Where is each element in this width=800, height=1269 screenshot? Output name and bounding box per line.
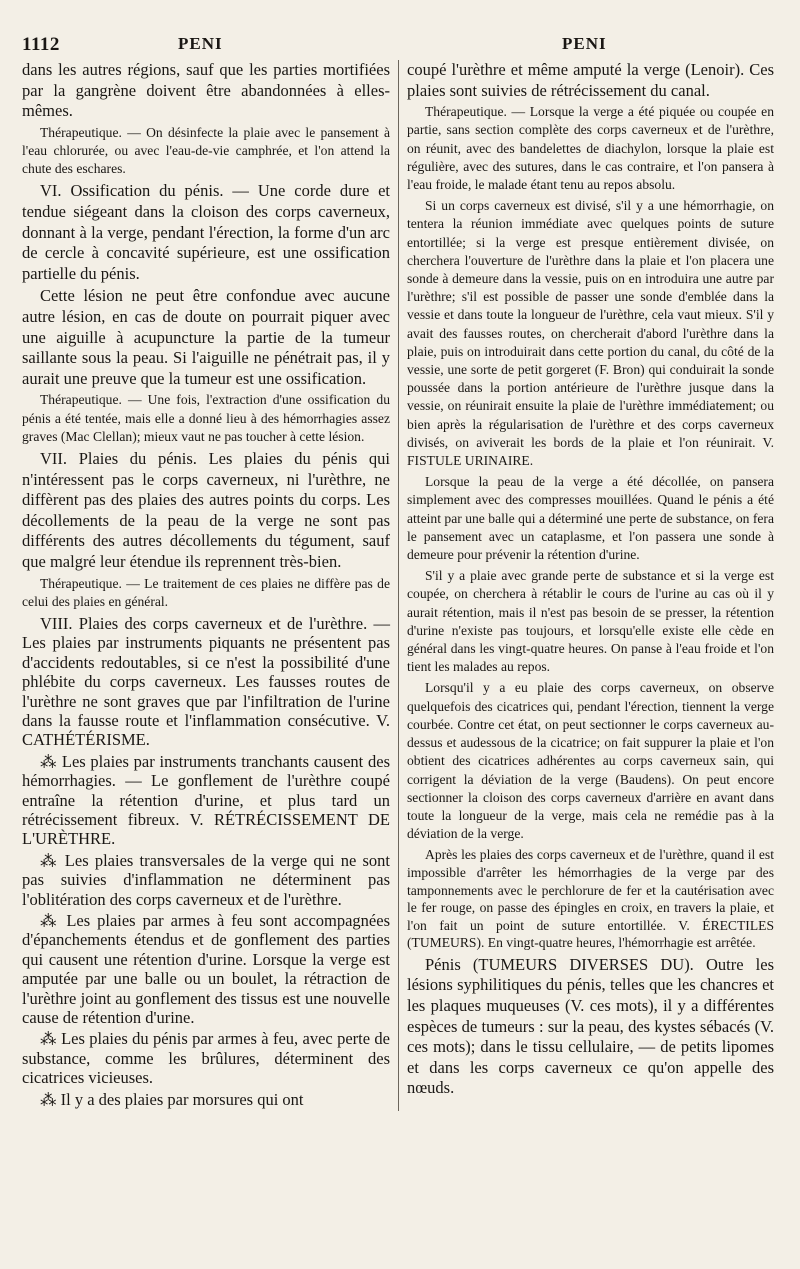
paragraph: Thérapeutique. — On désinfecte la plaie avec le pansement à l'eau chlorurée, ou avec l'eau-de-vie camphrée, et l'on attend la chute des eschares. bbox=[22, 124, 390, 177]
text-columns bbox=[22, 60, 774, 1111]
right-column bbox=[398, 60, 774, 1111]
paragraph: ⁂ Les plaies transversales de la verge qui ne sont pas suivies d'inflammation ne déterminent pas l'oblitération des corps caverneux et de l'urèthre. bbox=[22, 850, 390, 909]
section-heading-paragraph: VI. Ossification du pénis. — Une corde dure et tendue siégeant dans la cloison des corps caverneux, donnant à la verge, pendant l'érection, la forme d'un arc de cercle à concavité supérieure, est une ossification partielle du pénis. bbox=[22, 181, 390, 283]
paragraph: Cette lésion ne peut être confondue avec aucune autre lésion, en cas de doute on pourrait piquer avec une aiguille à acupuncture la partie de la tumeur saillante sous la peau. Si l'aiguille ne pénétrait pas, il y aurait une preuve que la tumeur est une ossification. bbox=[22, 286, 390, 388]
left-column bbox=[22, 60, 390, 1111]
page-number: 1112 bbox=[22, 34, 60, 55]
paragraph: ⁂ Il y a des plaies par morsures qui ont bbox=[40, 1089, 304, 1109]
paragraph: S'il y a plaie avec grande perte de substance et si la verge est coupée, on cherchera à rétablir le cours de l'urine au cas où il y aurait rétention, mais il n'est pas besoin de se presser, la rétention d'urine n'existe pas toujours, et lorsqu'elle existe elle cède en général dans les vingt-quatre heures. On panse à l'eau froide et l'on tient les malades au repos. bbox=[407, 568, 774, 675]
paragraph: ⁂ Les plaies du pénis par armes à feu, avec perte de substance, comme les brûlures, déterminent des cicatrices vicieuses. bbox=[22, 1029, 390, 1088]
paragraph: Si un corps caverneux est divisé, s'il y a une hémorrhagie, on tentera la réunion immédiate avec quelques points de suture entortillée; si la verge est presque entièrement divisée, on cherchera l'ouverture de l'urèthre dans la plaie et l'on placera une sonde à demeure dans la vessie, puis on en introduira une autre par l'urèthre; s'il est possible de passer une sonde d'emblée dans la vessie et dans toute la longueur de l'urèthre, cela vaut mieux. S'il y avait des fausses routes, on chercherait d'abord l'urèthre dans la plaie, puis on introduirait dans cette portion du canal, du côté de la vessie, une sorte de petit gorgeret (F. Bron) qui conduirait la sonde poussée dans la portion antérieure de l'urèthre jusque dans la vessie, on réunirait ensuite la plaie de l'urèthre immédiatement; ou bien après la régularisation de l'urèthre et des corps caverneux divisés, on aviverait les bords de la plaie et l'on réunirait. V. FISTULE URINAIRE. bbox=[407, 198, 774, 469]
paragraph: Lorsqu'il y a eu plaie des corps caverneux, on observe quelquefois des cicatrices qui, pendant l'érection, tiennent la verge courbée. Contre cet état, on peut sectionner le corps caverneux au-dessus et audessous de la cicatrice; on fait suppurer la plaie et l'on obtient des cicatrices adhérentes au corps caverneux sain, qui corrigent la déviation de la verge (Baudens). On peut encore sectionner la cloison des corps caverneux d'arrière en avant dans toute la longueur de la verge, mais cela ne remédie pas à la déviation de la verge. bbox=[407, 680, 774, 842]
paragraph: Thérapeutique. — Lorsque la verge a été piquée ou coupée en partie, sans section complète des corps caverneux et de l'urèthre, on réunit, avec des bandelettes de diachylon, lorsque la plaie est régulière, avec des sutures, dans le cas contraire, et l'on pansera à l'eau froide, le malade étant tenu au repos absolu. bbox=[407, 104, 774, 192]
section-heading-paragraph: VII. Plaies du pénis. Les plaies du pénis qui n'intéressent pas le corps caverneux, ni l'urèthre, ne diffèrent pas des plaies des autres points du corps. Les décollements de la peau de la verge ne sont pas différents des autres décollements du tégument, sauf que malgré leur étendue ils reprennent très-bien. bbox=[22, 448, 390, 571]
entry-heading-paragraph: Pénis (TUMEURS DIVERSES DU). Outre les lésions syphilitiques du pénis, telles que les chancres et les plaques muqueuses (V. ces mots), il y a différentes espèces de tumeurs : sur la peau, des kystes sébacés (V. ces mots); dans le tissu cellulaire, — de petits lipomes et dans les corps caverneux ce qu'on appelle des nœuds. bbox=[407, 954, 774, 1098]
paragraph: Après les plaies des corps caverneux et de l'urèthre, quand il est impossible d'arrêter les hémorrhagies de la verge par des tamponnements avec le perchlorure de fer et la cautérisation avec le fer rouge, on passe des épingles en croix, en travers la plaie, et l'on fait un point de suture entortillée. V. ÉRECTILES (TUMEURS). En vingt-quatre heures, l'hémorrhagie est arrêtée. bbox=[407, 847, 774, 951]
paragraph: dans les autres régions, sauf que les parties mortifiées par la gangrène doivent être abandonnées à elles-mêmes. bbox=[22, 60, 390, 121]
paragraph: Lorsque la peau de la verge a été décollée, on pansera simplement avec des compresses mouillées. Quand le pénis a été atteint par une balle qui a déterminé une perte de substance, on fera le pansement avec un cataplasme, et l'on passera une sonde à demeure pour prévenir la rétention d'urine. bbox=[407, 474, 774, 563]
running-head-left: PENI bbox=[178, 34, 223, 53]
section-heading-paragraph: VIII. Plaies des corps caverneux et de l'urèthre. — Les plaies par instruments piquants ne présentent pas d'accidents redoutables, si ce n'est la possibilité d'une phlébite du corps caverneux. Les fausses routes de l'urèthre ne sont graves que par l'infiltration de l'urine dans la fausse route et l'inflammation consécutive. V. CATHÉTÉRISME. bbox=[22, 613, 390, 750]
page-header bbox=[22, 34, 774, 54]
paragraph: Thérapeutique. — Le traitement de ces plaies ne diffère pas de celui des plaies en général. bbox=[22, 575, 390, 609]
paragraph: ⁂ Les plaies par armes à feu sont accompagnées d'épanchements étendus et de gonflement des parties qui causent une rétention d'urine. Lorsque la verge est amputée par une balle ou un boulet, la rétraction de l'urèthre joint au gonflement des tissus est une nouvelle cause de rétention d'urine. bbox=[22, 911, 390, 1028]
paragraph: Thérapeutique. — Une fois, l'extraction d'une ossification du pénis a été tentée, mais elle a donné lieu à des hémorrhagies assez graves (Mac Clellan); mieux vaut ne pas toucher à cette lésion. bbox=[22, 392, 390, 444]
running-head-right: PENI bbox=[562, 34, 607, 53]
paragraph: ⁂ Les plaies par instruments tranchants causent des hémorrhagies. — Le gonflement de l'urèthre coupé entraîne la rétention d'urine, et plus tard un rétrécissement fibreux. V. RÉTRÉCISSEMENT DE L'URÈTHRE. bbox=[22, 751, 390, 849]
paragraph: coupé l'urèthre et même amputé la verge (Lenoir). Ces plaies sont suivies de rétrécissement du canal. bbox=[407, 60, 774, 100]
